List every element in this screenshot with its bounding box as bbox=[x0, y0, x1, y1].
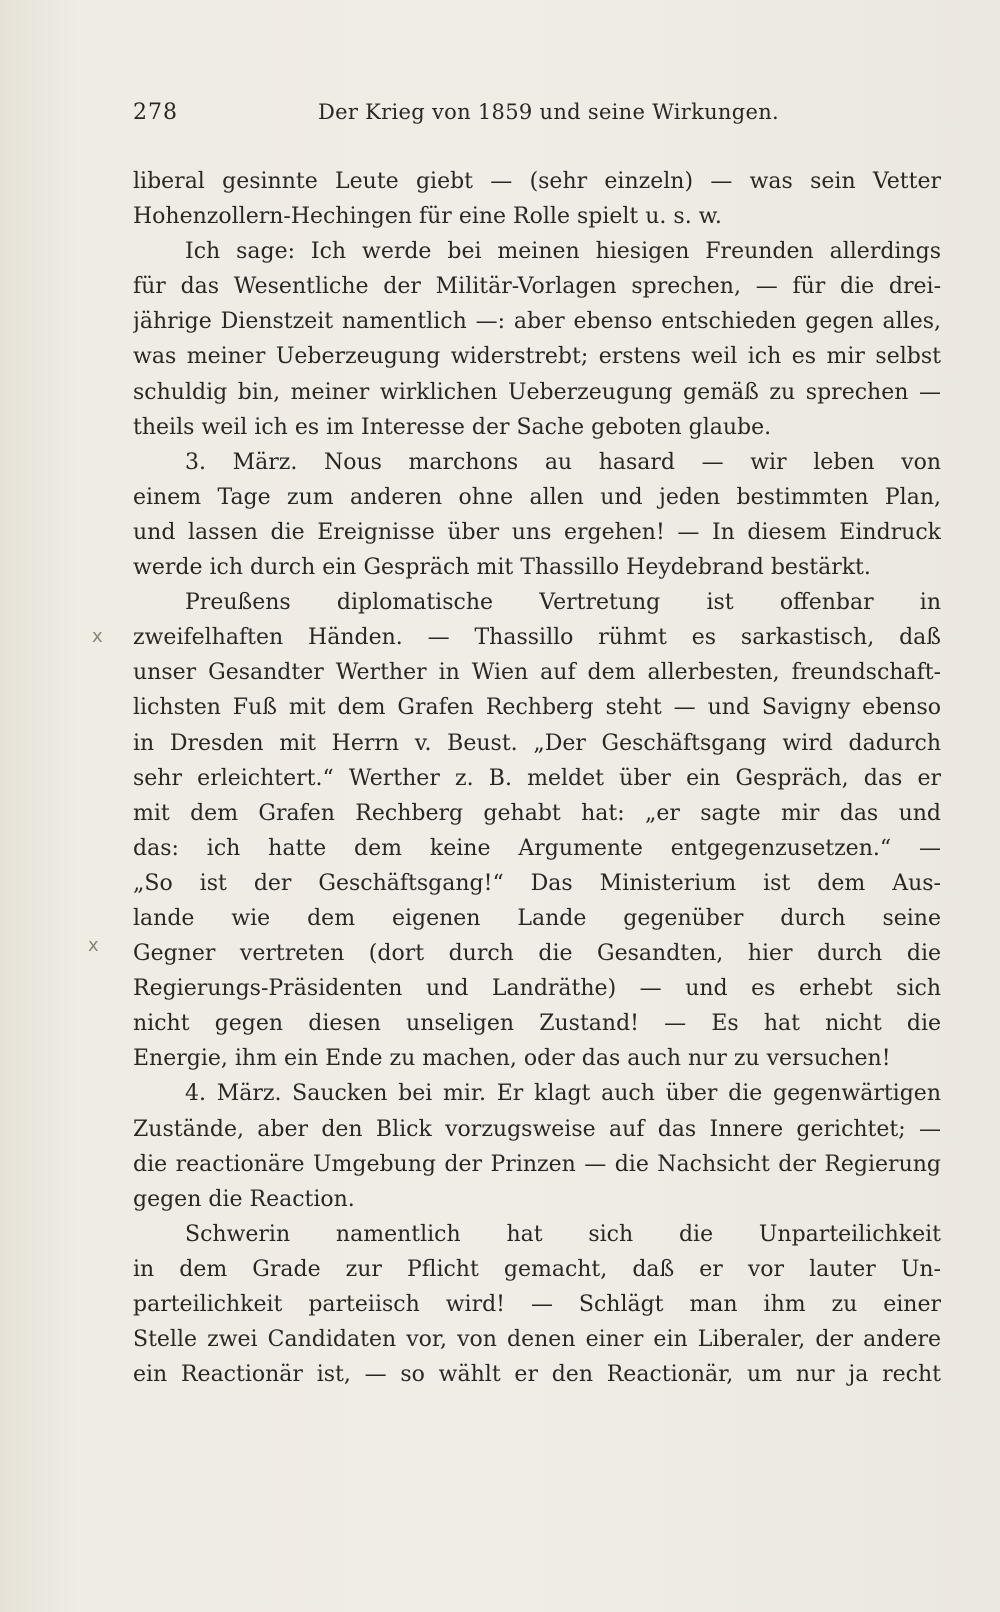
text-line: jährige Dienstzeit namentlich —: aber ebenso entschieden gegen alles, bbox=[133, 309, 941, 335]
text-line: in dem Grade zur Pflicht gemacht, daß er vor lauter Un- bbox=[133, 1256, 941, 1282]
text-line: unser Gesandter Werther in Wien auf dem allerbesten, freundschaft- bbox=[133, 660, 941, 686]
page-header bbox=[133, 100, 941, 134]
text-line: Ich sage: Ich werde bei meinen hiesigen Freunden allerdings bbox=[185, 239, 941, 265]
text-line: zweifelhaften Händen. — Thassillo rühmt es sarkastisch, daß bbox=[133, 625, 941, 651]
text-line: liberal gesinnte Leute giebt — (sehr einzeln) — was sein Vetter bbox=[133, 169, 941, 194]
text-line: Regierungs-Präsidenten und Landräthe) — und es erhebt sich bbox=[133, 976, 941, 1002]
text-line: parteilichkeit parteiisch wird! — Schlägt man ihm zu einer bbox=[133, 1292, 941, 1317]
text-line: nicht gegen diesen unseligen Zustand! — Es hat nicht die bbox=[133, 1011, 941, 1037]
text-line: in Dresden mit Herrn v. Beust. „Der Geschäftsgang wird dadurch bbox=[133, 730, 941, 756]
page-number: 278 bbox=[133, 100, 178, 125]
text-line: einem Tage zum anderen ohne allen und jeden bestimmten Plan, bbox=[133, 484, 941, 510]
text-line: „So ist der Geschäftsgang!“ Das Ministerium ist dem Aus- bbox=[133, 870, 941, 896]
text-line: das: ich hatte dem keine Argumente entgegenzusetzen.“ — bbox=[133, 835, 941, 861]
text-line: und lassen die Ereignisse über uns ergehen! — In diesem Eindruck bbox=[133, 519, 941, 545]
running-head: Der Krieg von 1859 und seine Wirkungen. bbox=[318, 100, 780, 124]
margin-mark: x bbox=[92, 626, 103, 647]
body-text bbox=[133, 164, 941, 1392]
text-line: sehr erleichtert.“ Werther z. B. meldet über ein Gespräch, das er bbox=[133, 765, 941, 791]
text-line: Preußens diplomatische Vertretung ist offenbar in bbox=[185, 590, 941, 616]
text-line: Hohenzollern-Hechingen für eine Rolle spielt u. s. w. bbox=[133, 204, 722, 230]
text-line: was meiner Ueberzeugung widerstrebt; erstens weil ich es mir selbst bbox=[133, 344, 941, 370]
text-line: Schwerin namentlich hat sich die Unparteilichkeit bbox=[185, 1221, 941, 1247]
text-line: 3. März. Nous marchons au hasard — wir leben von bbox=[185, 449, 941, 475]
text-line: theils weil ich es im Interesse der Sache geboten glaube. bbox=[133, 414, 772, 440]
text-line: für das Wesentliche der Militär-Vorlagen sprechen, — für die drei- bbox=[133, 274, 941, 300]
text-line: 4. März. Saucken bei mir. Er klagt auch über die gegenwärtigen bbox=[185, 1081, 941, 1107]
text-line: lande wie dem eigenen Lande gegenüber durch seine bbox=[133, 905, 941, 931]
text-line: werde ich durch ein Gespräch mit Thassillo Heydebrand bestärkt. bbox=[133, 555, 871, 581]
text-line: mit dem Grafen Rechberg gehabt hat: „er sagte mir das und bbox=[133, 800, 941, 826]
text-line: lichsten Fuß mit dem Grafen Rechberg steht — und Savigny ebenso bbox=[133, 695, 941, 721]
text-line: die reactionäre Umgebung der Prinzen — die Nachsicht der Regierung bbox=[133, 1151, 941, 1177]
margin-mark: x bbox=[88, 935, 99, 956]
text-line: gegen die Reaction. bbox=[133, 1186, 355, 1212]
text-line: Energie, ihm ein Ende zu machen, oder das auch nur zu versuchen! bbox=[133, 1046, 891, 1072]
text-line: Zustände, aber den Blick vorzugsweise auf das Innere gerichtet; — bbox=[133, 1116, 941, 1142]
text-line: ein Reactionär ist, — so wählt er den Reactionär, um nur ja recht bbox=[133, 1362, 941, 1388]
text-line: schuldig bin, meiner wirklichen Ueberzeugung gemäß zu sprechen — bbox=[133, 379, 941, 405]
text-line: Stelle zwei Candidaten vor, von denen einer ein Liberaler, der andere bbox=[133, 1327, 941, 1353]
text-line: Gegner vertreten (dort durch die Gesandten, hier durch die bbox=[133, 941, 941, 967]
